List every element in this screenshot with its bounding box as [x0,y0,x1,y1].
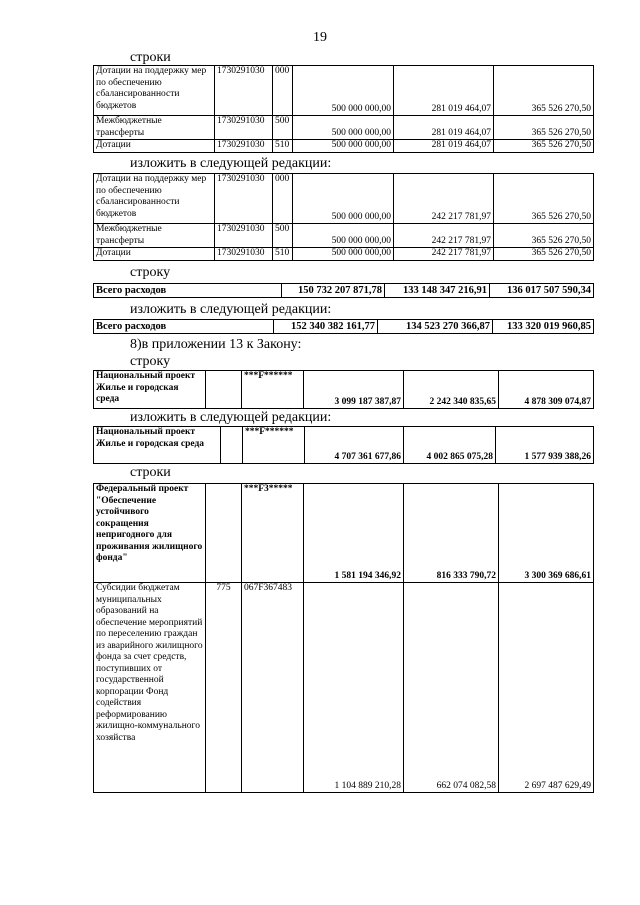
total-label: Всего расходов [94,320,274,334]
table-row [94,484,594,583]
row-value-1: 500 000 000,00 [293,140,394,153]
table-row [94,224,594,248]
heading-new-edition-2: изложить в следующей редакции: [130,302,332,317]
table-row [94,248,594,261]
heading-row-2: строку [130,354,171,369]
row-value-3: 365 526 270,50 [494,140,594,153]
row-code: ***F****** [242,371,304,409]
row-name: Дотации [94,248,215,261]
row-name: Межбюджетные трансферты [94,116,215,140]
row-name: Национальный проект Жилье и городская среда [94,371,206,409]
row-value-3: 365 526 270,50 [494,66,594,116]
row-name: Субсидии бюджетам муниципальных образований на обеспечение мероприятий по переселению граждан из аварийного жилищного фонда за счет средств, поступивших от государственной корпорации Фонд содействия реформированию жилищно-коммунального хозяйства [94,583,206,793]
table-federal-project [93,483,594,793]
row-value-2: 281 019 464,07 [394,140,494,153]
heading-new-edition-1: изложить в следующей редакции: [130,156,332,171]
row-grbs [206,371,242,409]
row-value-1: 1 581 194 346,92 [304,484,404,583]
total-value-1: 150 732 207 871,78 [282,284,385,298]
row-value-3: 1 577 939 388,26 [496,427,594,464]
table-row [94,140,594,153]
row-value-2: 281 019 464,07 [394,116,494,140]
table-row [94,320,594,334]
row-type: 510 [273,248,293,261]
row-value-2: 242 217 781,97 [394,248,494,261]
row-value-3: 365 526 270,50 [494,174,594,224]
row-code: 1730291030 [215,224,273,248]
row-value-1: 500 000 000,00 [293,174,394,224]
total-value-3: 136 017 507 590,34 [490,284,594,298]
row-value-1: 4 707 361 677,86 [305,427,404,464]
table-row [94,583,594,793]
row-value-1: 500 000 000,00 [293,224,394,248]
heading-rows-2: строки [130,465,171,480]
table-national-project-new [93,426,594,464]
total-value-1: 152 340 382 161,77 [274,320,378,334]
row-value-3: 2 697 487 629,49 [499,583,594,793]
row-value-1: 3 099 187 387,87 [304,371,404,409]
row-code: 1730291030 [215,174,273,224]
row-type: 000 [273,174,293,224]
table-new-rows [93,173,594,261]
row-code: 1730291030 [215,66,273,116]
row-name: Дотации на поддержку мер по обеспечению сбалансированности бюджетов [94,66,215,116]
row-value-1: 500 000 000,00 [293,116,394,140]
row-name: Межбюджетные трансферты [94,224,215,248]
heading-row-1: строку [130,265,171,280]
row-value-2: 662 074 082,58 [404,583,499,793]
table-row [94,284,594,298]
row-name: Федеральный проект "Обеспечение устойчивого сокращения непригодного для проживания жилищного фонда" [94,484,206,583]
row-code: ***F3***** [242,484,304,583]
row-value-2: 4 002 865 075,28 [404,427,496,464]
row-value-3: 4 878 309 074,87 [499,371,594,409]
table-row [94,174,594,224]
total-label: Всего расходов [94,284,282,298]
table-row [94,116,594,140]
heading-appendix-13: 8)в приложении 13 к Закону: [130,337,302,352]
heading-rows-1: строки [130,50,171,65]
heading-new-edition-3: изложить в следующей редакции: [130,410,332,425]
row-grbs: 775 [206,583,242,793]
row-value-2: 242 217 781,97 [394,174,494,224]
row-value-2: 816 333 790,72 [404,484,499,583]
row-value-1: 1 104 889 210,28 [304,583,404,793]
row-value-3: 365 526 270,50 [494,248,594,261]
row-name: Национальный проект Жилье и городская среда [94,427,221,464]
row-value-1: 500 000 000,00 [293,248,394,261]
table-row [94,371,594,409]
row-value-3: 3 300 369 686,61 [499,484,594,583]
total-value-3: 133 320 019 960,85 [493,320,594,334]
row-code: 067F367483 [242,583,304,793]
table-row [94,66,594,116]
row-value-3: 365 526 270,50 [494,224,594,248]
row-code: 1730291030 [215,248,273,261]
row-name: Дотации на поддержку мер по обеспечению сбалансированности бюджетов [94,174,215,224]
total-value-2: 134 523 270 366,87 [378,320,493,334]
row-value-2: 281 019 464,07 [394,66,494,116]
row-type: 510 [273,140,293,153]
row-type: 500 [273,224,293,248]
row-grbs [206,484,242,583]
table-row [94,427,594,464]
row-value-2: 2 242 340 835,65 [404,371,499,409]
table-national-project-original [93,370,594,409]
row-name: Дотации [94,140,215,153]
row-value-1: 500 000 000,00 [293,66,394,116]
total-value-2: 133 148 347 216,91 [385,284,490,298]
table-original-rows [93,65,594,153]
row-type: 500 [273,116,293,140]
row-code: 1730291030 [215,140,273,153]
row-type: 000 [273,66,293,116]
table-total-original [93,283,594,298]
row-value-3: 365 526 270,50 [494,116,594,140]
page-number: 19 [313,30,327,45]
row-value-2: 242 217 781,97 [394,224,494,248]
row-grbs [221,427,243,464]
row-code: ***F****** [243,427,305,464]
table-total-new [93,319,594,334]
row-code: 1730291030 [215,116,273,140]
